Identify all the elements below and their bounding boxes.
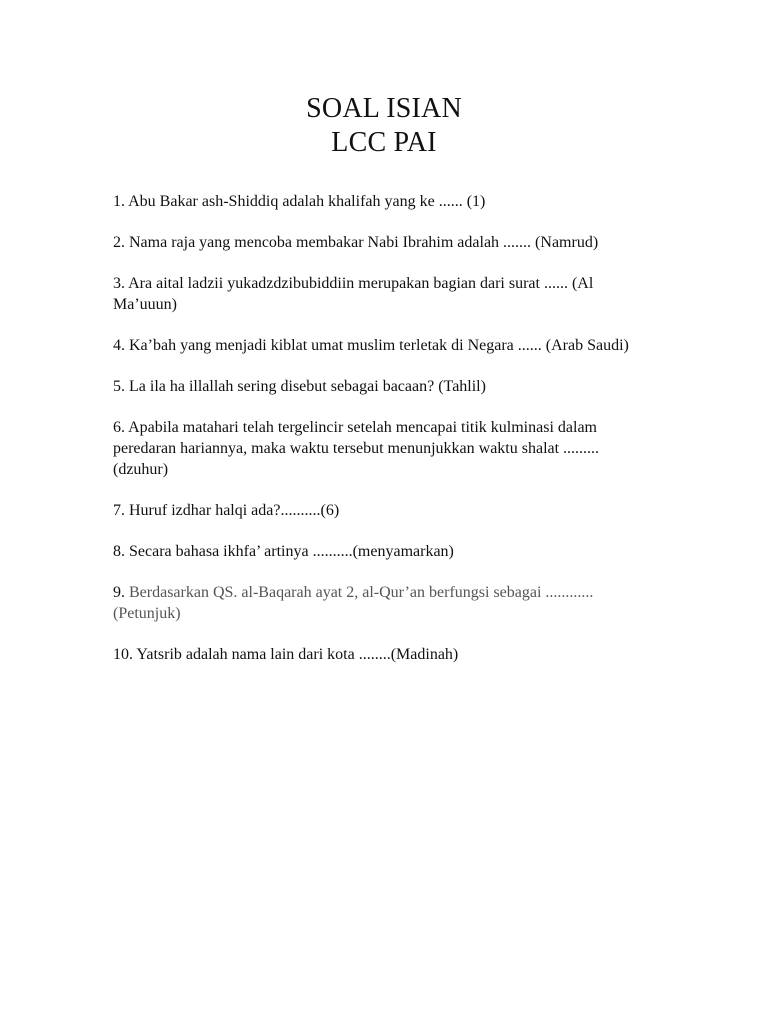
question-number: 9.	[113, 584, 125, 601]
question-list	[113, 191, 658, 685]
question-number: 6.	[113, 419, 125, 436]
question-item-8	[113, 541, 658, 562]
document-title	[0, 92, 768, 160]
question-text: Ka’bah yang menjadi kiblat umat muslim terletak di Negara ...... (Arab Saudi)	[129, 337, 629, 354]
question-item-9	[113, 582, 658, 624]
question-text: Huruf izdhar halqi ada?..........(6)	[129, 502, 340, 519]
title-line-2: LCC PAI	[331, 127, 437, 158]
question-text: Abu Bakar ash-Shiddiq adalah khalifah yang ke ...... (1)	[128, 193, 486, 210]
question-number: 2.	[113, 234, 125, 251]
question-number: 5.	[113, 378, 125, 395]
question-text: Berdasarkan QS. al-Baqarah ayat 2, al-Qur’an berfungsi sebagai ............ (Petunjuk)	[113, 584, 594, 622]
question-number: 10.	[113, 646, 133, 663]
question-number: 8.	[113, 543, 125, 560]
question-number: 4.	[113, 337, 125, 354]
question-item-5	[113, 376, 658, 397]
question-text: Ara aital ladzii yukadzdzibubiddiin merupakan bagian dari surat ...... (Al Ma’uuun)	[113, 275, 594, 313]
question-item-10	[113, 644, 658, 665]
question-number: 7.	[113, 502, 125, 519]
question-item-2	[113, 232, 658, 253]
question-number: 1.	[113, 193, 125, 210]
question-item-7	[113, 500, 658, 521]
question-text: Nama raja yang mencoba membakar Nabi Ibrahim adalah ....... (Namrud)	[129, 234, 599, 251]
question-text: Secara bahasa ikhfa’ artinya ..........(menyamarkan)	[129, 543, 454, 560]
question-item-6	[113, 417, 658, 480]
question-number: 3.	[113, 275, 125, 292]
title-line-1: SOAL ISIAN	[306, 93, 462, 124]
question-item-3	[113, 273, 658, 315]
question-text: Apabila matahari telah tergelincir setelah mencapai titik kulminasi dalam peredaran hariannya, maka waktu tersebut menunjukkan waktu shalat ......... (dzuhur)	[113, 419, 600, 478]
question-item-1	[113, 191, 658, 212]
question-item-4	[113, 335, 658, 356]
question-text: Yatsrib adalah nama lain dari kota ........(Madinah)	[136, 646, 459, 663]
question-text: La ila ha illallah sering disebut sebagai bacaan? (Tahlil)	[129, 378, 486, 395]
